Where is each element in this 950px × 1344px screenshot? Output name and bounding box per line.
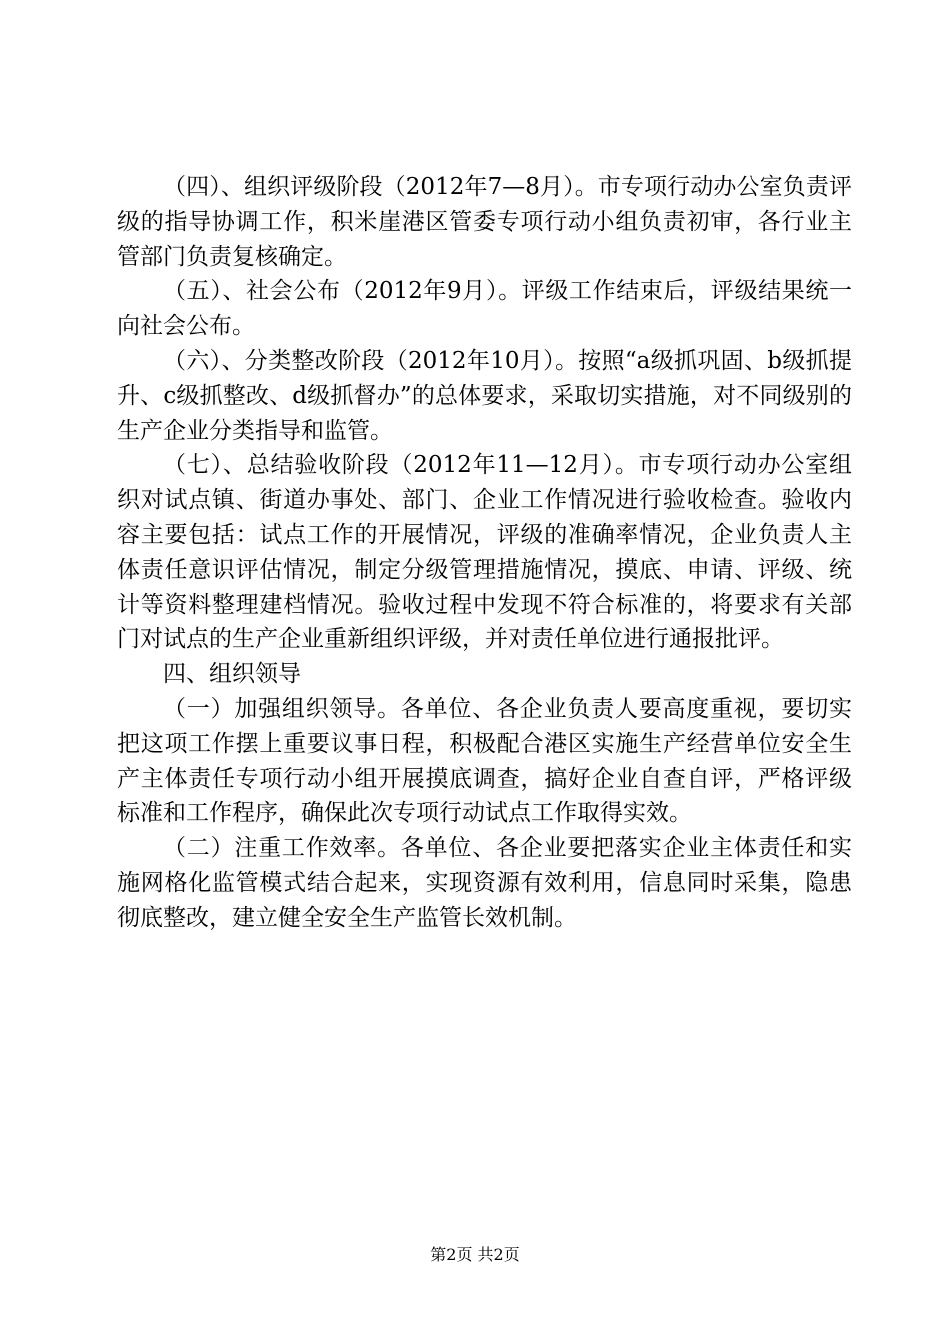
paragraph-stage-six: （六）、分类整改阶段（2012年10月）。按照“a级抓巩固、b级抓提升、c级抓整改、d级抓督办”的总体要求，采取切实措施，对不同级别的生产企业分类指导和监管。 bbox=[117, 347, 852, 444]
page-number-footer: 第2页 共2页 bbox=[430, 1245, 520, 1264]
paragraph-leadership-two: （二）注重工作效率。各单位、各企业要把落实企业主体责任和实施网格化监管模式结合起来，实现资源有效利用，信息同时采集，隐患彻底整改，建立健全安全生产监管长效机制。 bbox=[117, 835, 852, 931]
paragraph-stage-five: （五）、社会公布（2012年9月）。评级工作结束后，评级结果统一向社会公布。 bbox=[117, 278, 852, 340]
section-heading: 四、组织领导 bbox=[163, 661, 301, 688]
paragraph-leadership-one: （一）加强组织领导。各单位、各企业负责人要高度重视，要切实把这项工作摆上重要议事日程，积极配合港区实施生产经营单位安全生产主体责任专项行动小组开展摸底调查，搞好企业自查自评，严格评级标准和工作程序，确保此次专项行动试点工作取得实效。 bbox=[117, 695, 852, 827]
paragraph-stage-four: （四）、组织评级阶段（2012年7—8月）。市专项行动办公室负责评级的指导协调工作，积米崖港区管委专项行动小组负责初审，各行业主管部门负责复核确定。 bbox=[117, 174, 852, 270]
document-body bbox=[117, 170, 852, 936]
paragraph-stage-seven: （七）、总结验收阶段（2012年11—12月）。市专项行动办公室组织对试点镇、街道办事处、部门、企业工作情况进行验收检查。验收内容主要包括：试点工作的开展情况，评级的准确率情况，企业负责人主体责任意识评估情况，制定分级管理措施情况，摸底、申请、评级、统计等资料整理建档情况。验收过程中发现不符合标准的，将要求有关部门对试点的生产企业重新组织评级，并对责任单位进行通报批评。 bbox=[117, 452, 852, 653]
